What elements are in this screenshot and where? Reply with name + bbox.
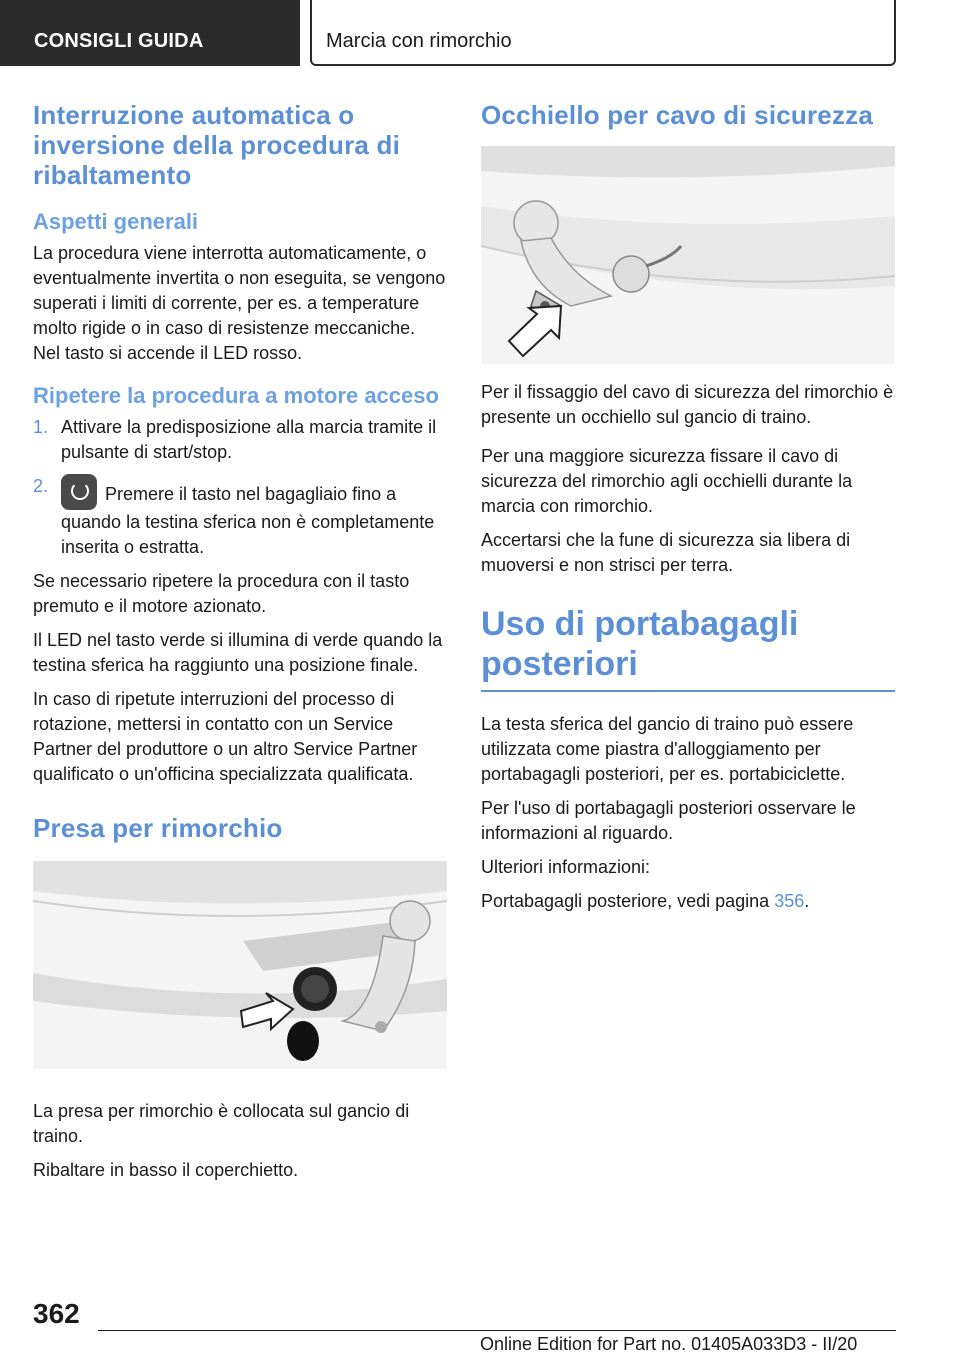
step-2: [33, 474, 447, 560]
paragraph-general: La procedura viene interrotta automaticamente, o eventualmente invertita o non eseguita, se vengono superati i limiti di corrente, per es. a temperature molto rigide o in caso di resistenze meccaniche. Nel tasto si accende il LED rosso.: [33, 243, 446, 363]
heading-rear-rack: Uso di portabagagli posteriori: [481, 604, 895, 692]
step-1: [33, 415, 447, 465]
paragraph-rack-4: [481, 889, 895, 914]
paragraph-repeat-3: In caso di ripetute interruzioni del processo di rotazione, mettersi in contatto con un Service Partner del produttore o un altro Service Partner qualificato o un'officina specializzata qualificata.: [33, 689, 418, 784]
step-2-number: 2.: [33, 476, 49, 496]
trailer-socket-illustration: [33, 861, 447, 1069]
trunk-button-icon: [61, 474, 97, 510]
left-column: [33, 100, 447, 1192]
safety-eye-figure: [481, 146, 895, 364]
header-chapter-tab: [310, 0, 896, 66]
header-section-tab: [0, 0, 300, 66]
heading-general: Aspetti generali: [33, 209, 199, 234]
paragraph-socket-2: Ribaltare in basso il coperchietto.: [33, 1160, 299, 1180]
paragraph-rack-3: Ulteriori informazioni:: [481, 857, 651, 877]
paragraph-rack-1: La testa sferica del gancio di traino può essere utilizzata come piastra d'alloggiamento per portabagagli posteriori, per es. portabiciclette.: [481, 714, 854, 784]
paragraph-repeat-1: Se necessario ripetere la procedura con il tasto premuto e il motore azionato.: [33, 571, 410, 616]
heading-safety-eye: Occhiello per cavo di sicurezza: [481, 100, 874, 130]
right-column: [481, 100, 895, 923]
paragraph-repeat-2: Il LED nel tasto verde si illumina di verde quando la testina sferica ha raggiunto una posizione finale.: [33, 630, 443, 675]
page-number: 362: [33, 1298, 80, 1329]
rack-reference-end: .: [804, 891, 810, 911]
paragraph-eye-2: Per una maggiore sicurezza fissare il cavo di sicurezza del rimorchio agli occhielli durante la marcia con rimorchio.: [481, 446, 853, 516]
footer-divider: [98, 1330, 896, 1331]
heading-auto-interruption: Interruzione automatica o inversione della procedura di ribaltamento: [33, 100, 401, 190]
safety-eye-illustration: [481, 146, 895, 364]
step-2-text: Premere il tasto nel bagagliaio fino a quando la testina sferica non è completamente inserita o estratta.: [61, 484, 435, 557]
trailer-socket-figure: [33, 861, 447, 1069]
step-1-text: Attivare la predisposizione alla marcia tramite il pulsante di start/stop.: [61, 417, 437, 462]
rack-reference-text: Portabagagli posteriore, vedi pagina: [481, 891, 770, 911]
step-1-number: 1.: [33, 417, 49, 437]
paragraph-eye-1: Per il fissaggio del cavo di sicurezza del rimorchio è presente un occhiello sul gancio di traino.: [481, 382, 894, 427]
heading-socket: Presa per rimorchio: [33, 813, 283, 843]
header-chapter-label: Marcia con rimorchio: [326, 30, 512, 52]
paragraph-socket-1: La presa per rimorchio è collocata sul gancio di traino.: [33, 1101, 410, 1146]
paragraph-eye-3: Accertarsi che la fune di sicurezza sia libera di muoversi e non strisci per terra.: [481, 530, 851, 575]
paragraph-rack-2: Per l'uso di portabagagli posteriori osservare le informazioni al riguardo.: [481, 798, 856, 843]
footer-edition: Online Edition for Part no. 01405A033D3 - II/20: [480, 1334, 858, 1354]
page-356-link[interactable]: 356: [774, 891, 805, 911]
header-section-label: CONSIGLI GUIDA: [34, 30, 204, 52]
heading-repeat: Ripetere la procedura a motore acceso: [33, 383, 439, 408]
